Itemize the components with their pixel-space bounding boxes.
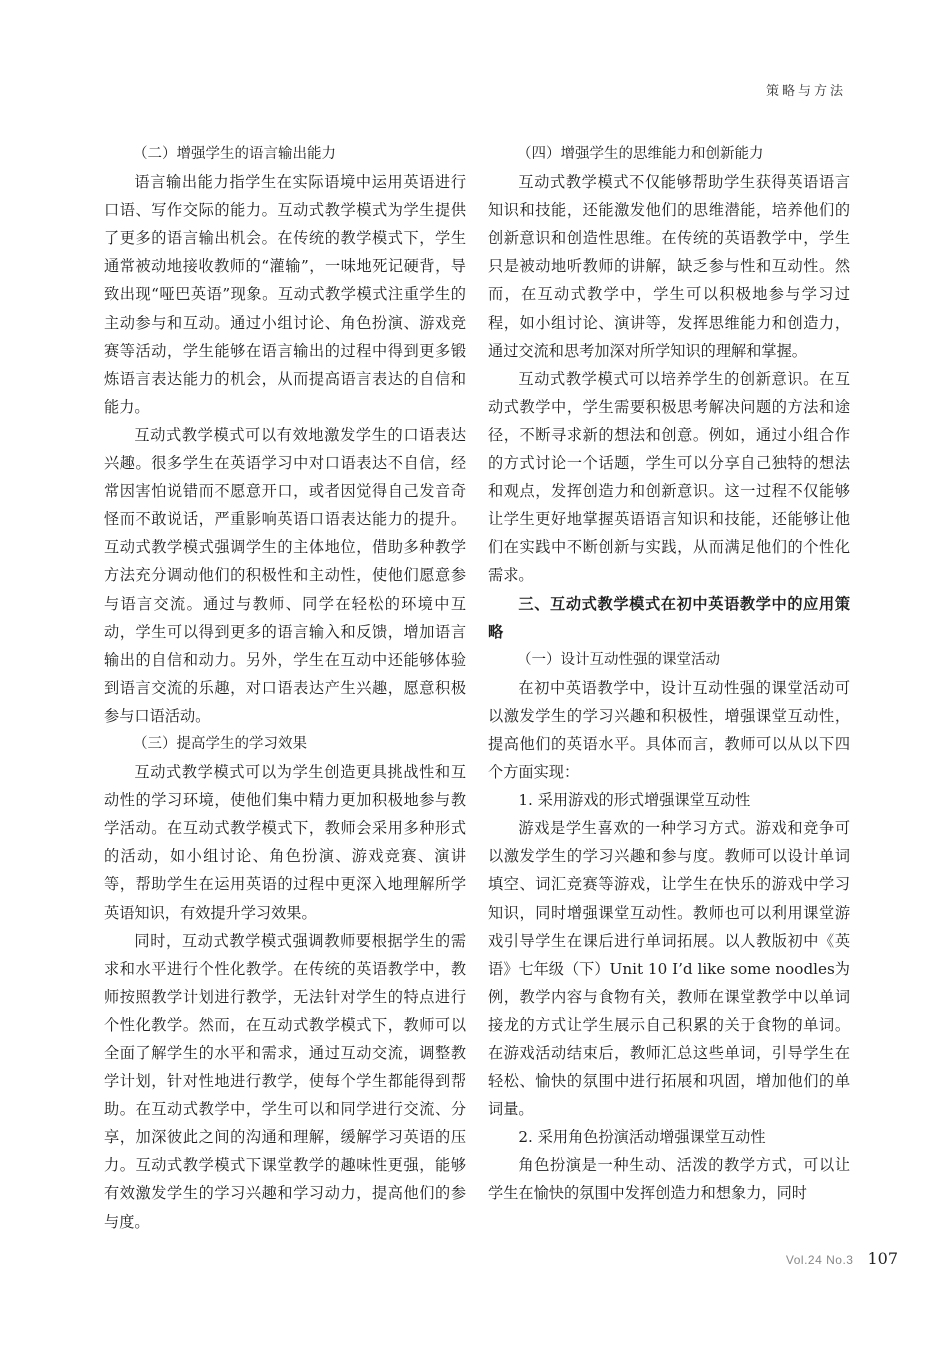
paragraph: 同时，互动式教学模式强调教师要根据学生的需求和水平进行个性化教学。在传统的英语教学中，教师按照教学计划进行教学，无法针对学生的特点进行个性化教学。然而，在互动式教学模式下，教师可以全面了解学生的水平和需求，通过互动交流，调整教学计划，针对性地进行教学，使每个学生都能得到帮助。在互动式教学中，学生可以和同学进行交流、分享，加深彼此之间的沟通和理解，缓解学习英语的压力。互动式教学模式下课堂教学的趣味性更强，能够有效激发学生的学习兴趣和学习动力，提高他们的参与度。: [104, 931, 466, 1231]
paragraph: 互动式教学模式可以培养学生的创新意识。在互动式教学中，学生需要积极思考解决问题的方法和途径，不断寻求新的想法和创意。例如，通过小组合作的方式讨论一个话题，学生可以分享自己独特的想法和观点，发挥创造力和创新意识。这一过程不仅能够让学生更好地掌握英语语言知识和技能，还能够让他们在实践中不断创新与实践，从而满足他们的个性化需求。: [488, 369, 850, 585]
right-column: [488, 140, 850, 1208]
numbered-heading-role-play: 2. 采用角色扮演活动增强课堂互动性: [518, 1128, 766, 1147]
volume-label: Vol.24 No.3: [785, 1253, 854, 1267]
paragraph: 语言输出能力指学生在实际语境中运用英语进行口语、写作交际的能力。互动式教学模式为学生提供了更多的语言输出机会。在传统的教学模式下，学生通常被动地接收教师的“灌输”，一味地死记硬背，导致出现“哑巴英语”现象。互动式教学模式注重学生的主动参与和互动。通过小组讨论、角色扮演、游戏竞赛等活动，学生能够在语言输出的过程中得到更多锻炼语言表达能力的机会，从而提高语言表达的自信和能力。: [104, 173, 466, 416]
paragraph: 互动式教学模式可以为学生创造更具挑战性和互动性的学习环境，使他们集中精力更加积极地参与教学活动。在互动式教学模式下，教师会采用多种形式的活动，如小组讨论、角色扮演、游戏竞赛、演讲等，帮助学生在运用英语的过程中更深入地理解所学英语知识，有效提升学习效果。: [104, 763, 466, 922]
page-footer: [786, 1249, 898, 1268]
subheading-output-ability: （二）增强学生的语言输出能力: [133, 146, 336, 162]
paragraph: 游戏是学生喜欢的一种学习方式。游戏和竞争可以激发学生的学习兴趣和参与度。教师可以设计单词填空、词汇竞赛等游戏，让学生在快乐的游戏中学习知识，同时增强课堂互动性。教师也可以利用课堂游戏引导学生在课后进行单词拓展。以人教版初中《英语》七年级（下）Unit 10 I’d like some noodles为例，教学内容与食物有关，教师在课堂教学中以单词接龙的方式让学生展示自己积累的关于食物的单词。在游戏活动结束后，教师汇总这些单词，引导学生在轻松、愉快的氛围中进行拓展和巩固，增加他们的单词量。: [488, 819, 850, 1119]
left-column: [104, 140, 466, 1236]
subheading-learning-effect: （三）提高学生的学习效果: [133, 735, 307, 752]
paragraph: 角色扮演是一种生动、活泼的教学方式，可以让学生在愉快的氛围中发挥创造力和想象力，同时: [488, 1156, 850, 1203]
paragraph: 互动式教学模式不仅能够帮助学生获得英语语言知识和技能，还能激发他们的思维潜能，培养他们的创新意识和创造性思维。在传统的英语教学中，学生只是被动地听教师的讲解，缺乏参与性和互动性。然而，在互动式教学中，学生可以积极地参与学习过程，如小组讨论、演讲等，发挥思维能力和创造力，通过交流和思考加深对所学知识的理解和掌握。: [488, 173, 850, 360]
paragraph: 在初中英语教学中，设计互动性强的课堂活动可以激发学生的学习兴趣和积极性，增强课堂互动性，提高他们的英语水平。具体而言，教师可以从以下四个方面实现：: [488, 678, 850, 782]
paragraph: 互动式教学模式可以有效地激发学生的口语表达兴趣。很多学生在英语学习中对口语表达不自信，经常因害怕说错而不愿意开口，或者因觉得自己发音奇怪而不敢说话，严重影响英语口语表达能力的提升。互动式教学模式强调学生的主体地位，借助多种教学方法充分调动他们的积极性和主动性，使他们愿意参与语言交流。通过与教师、同学在轻松的环境中互动，学生可以得到更多的语言输入和反馈，增加语言输出的自信和动力。另外，学生在互动中还能够体验到语言交流的乐趣，对口语表达产生兴趣，愿意积极参与口语活动。: [104, 425, 466, 725]
subheading-classroom-activities: （一）设计互动性强的课堂活动: [517, 651, 720, 668]
page-number: 107: [867, 1249, 898, 1268]
running-header: 策略与方法: [765, 84, 846, 99]
numbered-heading-games: 1. 采用游戏的形式增强课堂互动性: [518, 791, 751, 810]
section-heading-strategies: 三、互动式教学模式在初中英语教学中的应用策略: [488, 594, 850, 641]
subheading-thinking-ability: （四）增强学生的思维能力和创新能力: [517, 146, 764, 162]
